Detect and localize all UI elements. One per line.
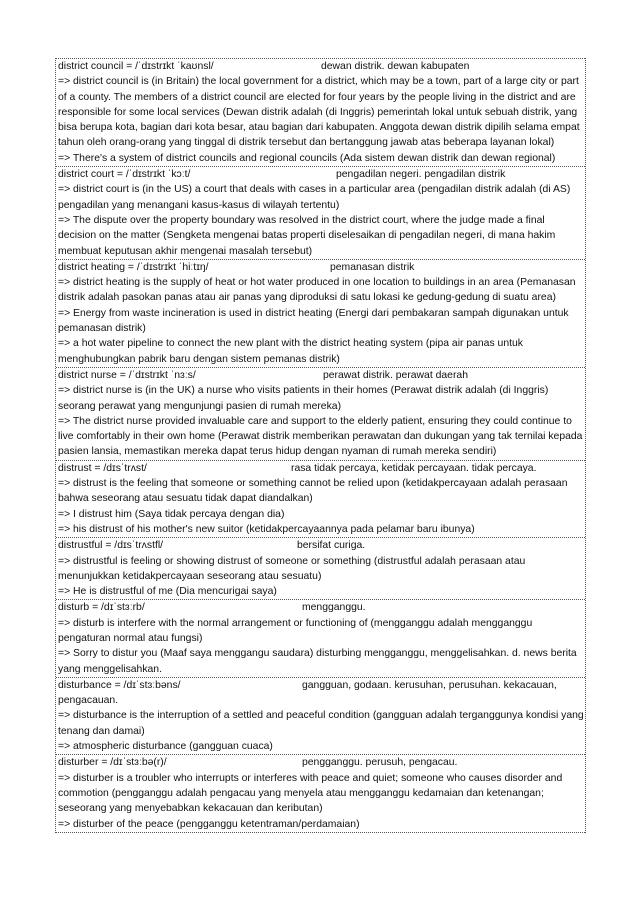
entry-line: => atmospheric disturbance (gangguan cuaca) — [58, 741, 273, 753]
entry-translation: gangguan, godaan. kerusuhan, perusuhan. kekacauan, pengacauan. — [58, 679, 557, 707]
entry-line: => I distrust him (Saya tidak percaya dengan dia) — [58, 508, 285, 520]
entry-line: => Energy from waste incineration is used in district heating (Energi dari pembakaran sampah digunakan untuk pemanasan distrik) — [58, 307, 569, 335]
entry-line: => district council is (in Britain) the local government for a district, which may be a town, part of a large city or part of a county. The members of a district council are elected for four years by the people living in the district and are responsible for some local services (Dewan distrik adalah (di Inggris) pemerintah lokal untuk sebuah distrik, yang bisa berupa kota, bagian dari kota besar, atau bagian dari kabupaten. Anggota dewan distrik dipilih selama empat tahun oleh orang-orang yang tinggal di distrik tersebut dan bertanggung jawab atas beberapa layanan lokal) — [58, 76, 580, 149]
entry-translation: pengadilan negeri. pengadilan distrik — [336, 169, 506, 181]
entry-line: => Sorry to distur you (Maaf saya menggangu saudara) disturbing mengganggu, menggelisahkan. d. news berita yang menggelisahkan. — [58, 648, 577, 675]
entry-line: => distrustful is feeling or showing distrust of someone or something (distrustful adalah perasaan atau menunjukkan ketidakpercayaan seseorang atau sesuatu) — [58, 555, 526, 582]
entry-translation: dewan distrik. dewan kabupaten — [321, 61, 470, 72]
entry-header — [58, 600, 585, 615]
entry-headword: district heating = /ˈdɪstrɪkt ˈhiːtɪŋ/ — [58, 261, 209, 273]
entry-line: => district court is (in the US) a court that deals with cases in a particular area (pengadilan distrik adalah (di AS) pengadilan yang menangani kasus-kasus di wilayah tertentu) — [58, 184, 571, 211]
entry-headword: district council = /ˈdɪstrɪkt ˈkaʊnsl/ — [58, 61, 214, 72]
entry-headword: distrust = /dɪsˈtrʌst/ — [58, 462, 147, 474]
entry-headword: disturb = /dɪˈstɜːrb/ — [58, 602, 145, 614]
entry-headword: district court = /ˈdɪstrɪkt ˈkɔːt/ — [58, 169, 191, 181]
dictionary-entry — [56, 367, 585, 460]
entry-line: => disturb is interfere with the normal arrangement or functioning of (mengganggu adalah mengganggu pengaturan normal atau fungsi) — [58, 617, 533, 644]
entry-line: => district heating is the supply of heat or hot water produced in one location to buildings in an area (Pemanasan distrik adalah pasokan panas atau air panas yang diproduksi di satu lokasi ke gedung-gedung di suatu area) — [58, 277, 576, 304]
entry-translation: mengganggu. — [302, 602, 366, 614]
entry-headword: distrustful = /dɪsˈtrʌstfl/ — [58, 540, 164, 552]
entry-header — [58, 755, 585, 770]
dictionary-entries — [55, 58, 586, 833]
entry-line: => disturbance is the interruption of a settled and peaceful condition (gangguan adalah terganggunya kondisi yang tenang dan damai) — [58, 710, 584, 737]
entry-header — [58, 59, 585, 74]
entry-line: => disturber of the peace (pengganggu ketentraman/perdamaian) — [58, 818, 360, 830]
entry-line: => his distrust of his mother's new suitor (ketidakpercayaannya pada pelamar baru ibunya) — [58, 523, 475, 535]
dictionary-entry — [56, 259, 585, 367]
entry-header — [58, 678, 585, 709]
entry-header — [58, 260, 585, 275]
entry-headword: disturbance = /dɪˈstɜːbəns/ — [58, 679, 181, 691]
dictionary-entry — [56, 58, 585, 166]
entry-header — [58, 368, 585, 383]
dictionary-entry — [56, 537, 585, 599]
entry-line: => district nurse is (in the UK) a nurse who visits patients in their homes (Perawat distrik adalah (di Inggris) seorang perawat yang mengunjungi pasien di rumah mereka) — [58, 385, 549, 412]
entry-line: => He is distrustful of me (Dia mencurigai saya) — [58, 586, 277, 598]
entry-line: => disturber is a troubler who interrupts or interferes with peace and quiet; someone who causes disorder and commotion (pengganggu adalah pengacau yang menyela atau mengganggu kedamaian dan ketenangan; seseorang yang menyebabkan kekacauan dan keributan) — [58, 772, 563, 815]
entry-headword: disturber = /dɪˈstɜːbə(r)/ — [58, 757, 167, 769]
entry-translation: perawat distrik. perawat daerah — [323, 369, 468, 381]
entry-header — [58, 538, 585, 553]
dictionary-entry — [56, 460, 585, 537]
dictionary-entry — [56, 166, 585, 259]
entry-header — [58, 461, 585, 476]
entry-headword: district nurse = /ˈdɪstrɪkt ˈnɜːs/ — [58, 369, 196, 381]
entry-translation: bersifat curiga. — [297, 540, 366, 552]
dictionary-entry — [56, 599, 585, 676]
entry-header — [58, 167, 585, 182]
entry-line: => distrust is the feeling that someone or something cannot be relied upon (ketidakpercayaan adalah perasaan bahwa seseorang atau sesuatu tidak dapat diandalkan) — [58, 478, 568, 505]
entry-line: => a hot water pipeline to connect the new plant with the district heating system (pipa air panas untuk menghubungkan pabrik baru dengan sistem pemanas distrik) — [58, 338, 523, 365]
entry-line: => The district nurse provided invaluable care and support to the elderly patient, ensuring they could continue to live comfortably in their own home (Perawat distrik memberikan perawatan dan dukungan yang tak ternilai kepada pasien lansia, memastikan mereka dapat terus hidup dengan nyaman di rumah mereka sendiri) — [58, 415, 583, 458]
entry-line: => There's a system of district councils and regional councils (Ada sistem dewan distrik dan dewan regional) — [58, 152, 556, 164]
entry-translation: pengganggu. perusuh, pengacau. — [302, 757, 458, 769]
entry-translation: pemanasan distrik — [330, 261, 415, 273]
dictionary-entry — [56, 754, 585, 832]
entry-translation: rasa tidak percaya, ketidak percayaan. tidak percaya. — [291, 462, 537, 474]
dictionary-entry — [56, 677, 585, 754]
entry-line: => The dispute over the property boundary was resolved in the district court, where the judge made a final decision on the matter (Sengketa mengenai batas properti diselesaikan di pengadilan negeri, di mana hakim membuat keputusan akhir mengenai masalah tersebut) — [58, 214, 556, 257]
